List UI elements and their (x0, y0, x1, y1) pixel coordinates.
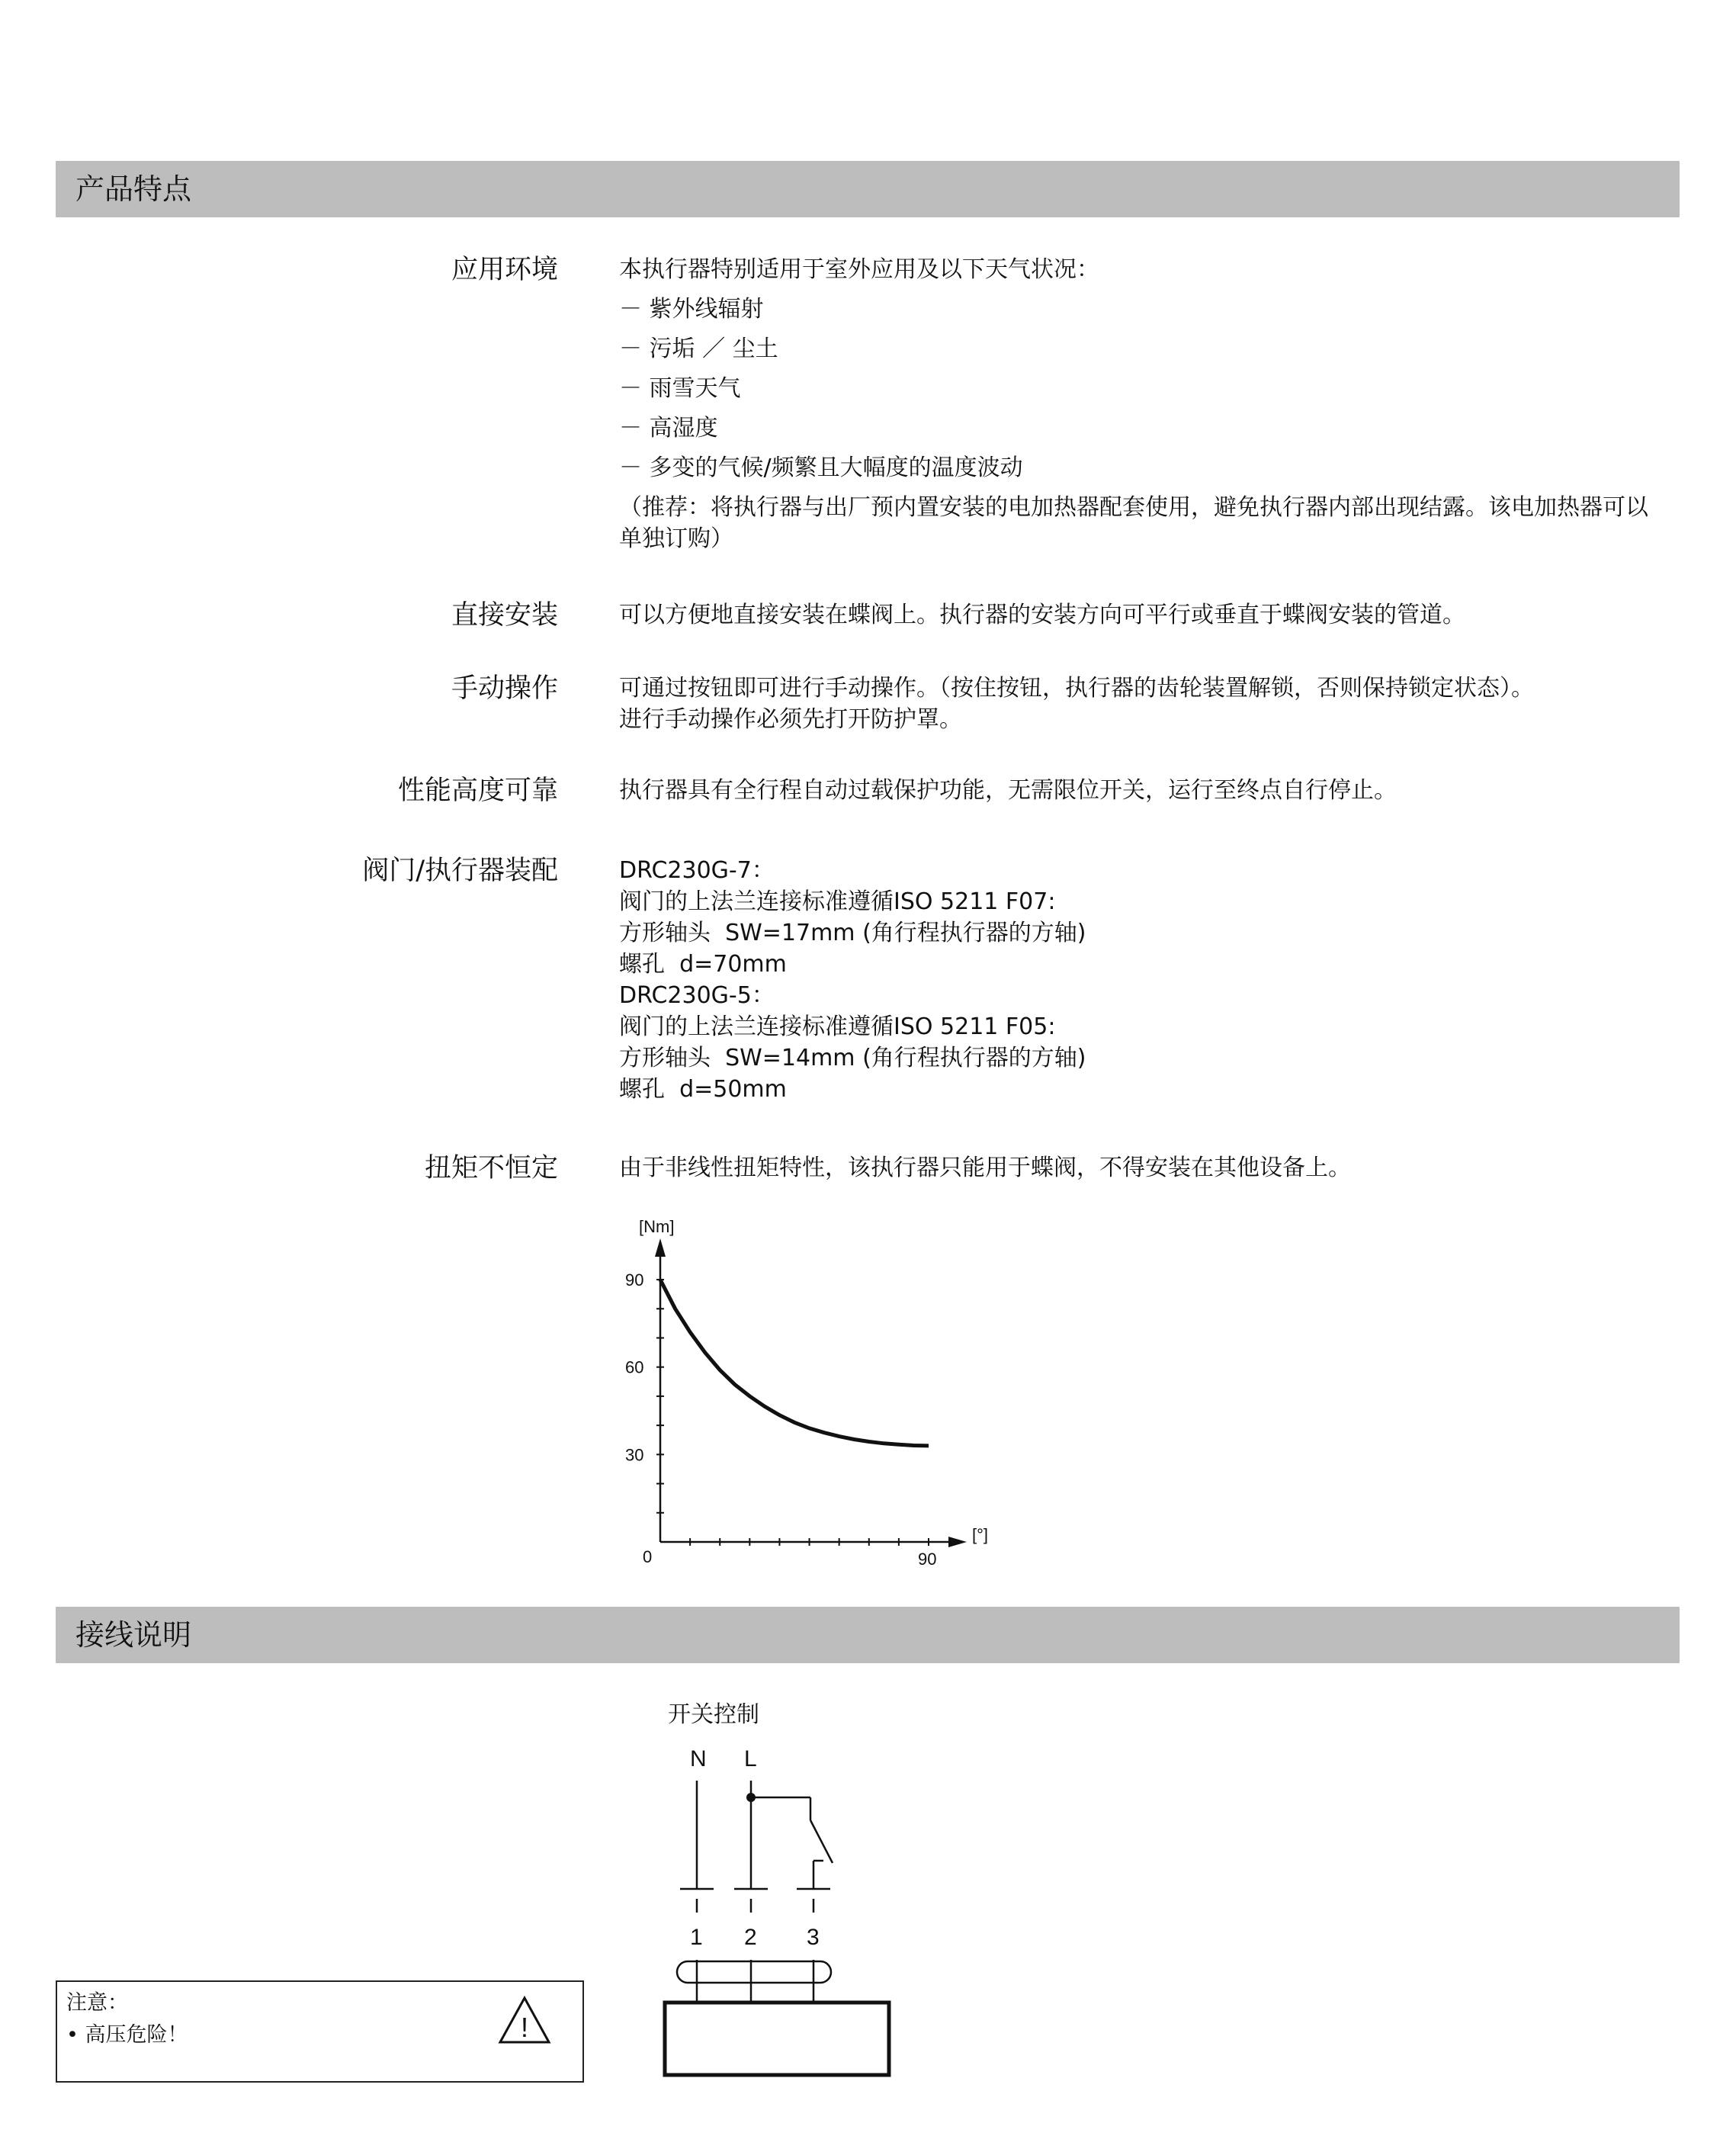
feature-line: 进行手动操作必须先打开防护罩。 (619, 706, 962, 733)
feature-line: 方形轴头 SW=17mm (角行程执行器的方轴) (619, 920, 1086, 946)
x-axis-label: [°] (972, 1525, 989, 1544)
feature-label-reliability: 性能高度可靠 (397, 776, 558, 806)
feature-line: 螺孔 d=50mm (619, 1076, 787, 1103)
terminal-1-label: 1 (690, 1925, 703, 1950)
terminal-3-label: 3 (807, 1925, 820, 1950)
features-section-title: 产品特点 (75, 172, 192, 206)
origin-label: 0 (643, 1547, 653, 1566)
feature-line: 执行器具有全行程自动过载保护功能，无需限位开关，运行至终点自行停止。 (619, 777, 1397, 804)
note-item: • 高压危险！ (66, 2023, 188, 2047)
feature-line: 阀门的上法兰连接标准遵循ISO 5211 F07: (619, 888, 1056, 915)
wiring-diagram (656, 1739, 907, 2089)
feature-line: （推荐：将执行器与出厂预内置安装的电加热器配套使用，避免执行器内部出现结露。该电加热器可以单独订购） (619, 494, 1648, 552)
x-axis-arrow (948, 1537, 967, 1547)
feature-content-direct-mount (619, 599, 1656, 631)
feature-line: － 高湿度 (619, 415, 718, 442)
cable-sleeve (677, 1961, 831, 1983)
x-tick-label: 90 (918, 1550, 937, 1569)
note-title: 注意： (66, 1991, 128, 2015)
feature-content-reliability (619, 775, 1656, 806)
feature-line: － 雨雪天气 (619, 375, 741, 402)
l-label: L (744, 1746, 757, 1771)
feature-line: － 污垢 ／ 尘土 (619, 336, 778, 362)
feature-content-environment (619, 254, 1656, 554)
wiring-section-title: 接线说明 (75, 1618, 192, 1652)
feature-line: 可以方便地直接安装在蝶阀上。执行器的安装方向可平行或垂直于蝶阀安装的管道。 (619, 602, 1465, 628)
wiring-diagram-title: 开关控制 (668, 1701, 759, 1728)
wiring-section-header (56, 1607, 1680, 1663)
junction-dot (746, 1793, 756, 1802)
feature-line: － 多变的气候/频繁且大幅度的温度波动 (619, 454, 1023, 481)
feature-line: 阀门的上法兰连接标准遵循ISO 5211 F05: (619, 1013, 1056, 1040)
y-axis-label: [Nm] (639, 1217, 675, 1236)
feature-line: 可通过按钮即可进行手动操作。（按住按钮，执行器的齿轮装置解锁，否则保持锁定状态）。 (619, 675, 1534, 702)
feature-line: 本执行器特别适用于室外应用及以下天气状况： (619, 256, 1099, 283)
feature-line: 由于非线性扭矩特性，该执行器只能用于蝶阀，不得安装在其他设备上。 (619, 1155, 1351, 1181)
feature-line: DRC230G-5： (619, 982, 775, 1009)
y-tick-label: 90 (625, 1270, 644, 1290)
warning-note (56, 1980, 584, 2083)
feature-line: 螺孔 d=70mm (619, 951, 787, 978)
n-label: N (690, 1746, 707, 1771)
feature-line: 方形轴头 SW=14mm (角行程执行器的方轴) (619, 1045, 1086, 1071)
y-tick-label: 60 (625, 1357, 644, 1377)
feature-label-manual: 手动操作 (451, 673, 558, 704)
y-axis-arrow (655, 1238, 666, 1257)
terminal-2-label: 2 (744, 1925, 757, 1950)
switch-blade (810, 1820, 833, 1863)
feature-label-assembly: 阀门/执行器装配 (362, 856, 558, 886)
feature-content-manual (619, 673, 1656, 735)
y-tick-label: 30 (625, 1445, 644, 1465)
torque-chart (595, 1205, 1022, 1586)
feature-label-direct-mount: 直接安装 (451, 600, 558, 631)
feature-label-environment: 应用环境 (451, 255, 558, 285)
warning-exclamation: ! (520, 2012, 529, 2043)
features-section-header (56, 161, 1680, 217)
actuator-box (665, 2003, 889, 2075)
torque-curve (660, 1280, 929, 1446)
warning-triangle-icon (498, 1996, 551, 2044)
feature-content-assembly (619, 855, 1656, 1105)
feature-label-torque: 扭矩不恒定 (424, 1153, 558, 1184)
feature-line: DRC230G-7： (619, 857, 775, 884)
feature-content-torque (619, 1152, 1656, 1184)
feature-line: － 紫外线辐射 (619, 296, 764, 323)
